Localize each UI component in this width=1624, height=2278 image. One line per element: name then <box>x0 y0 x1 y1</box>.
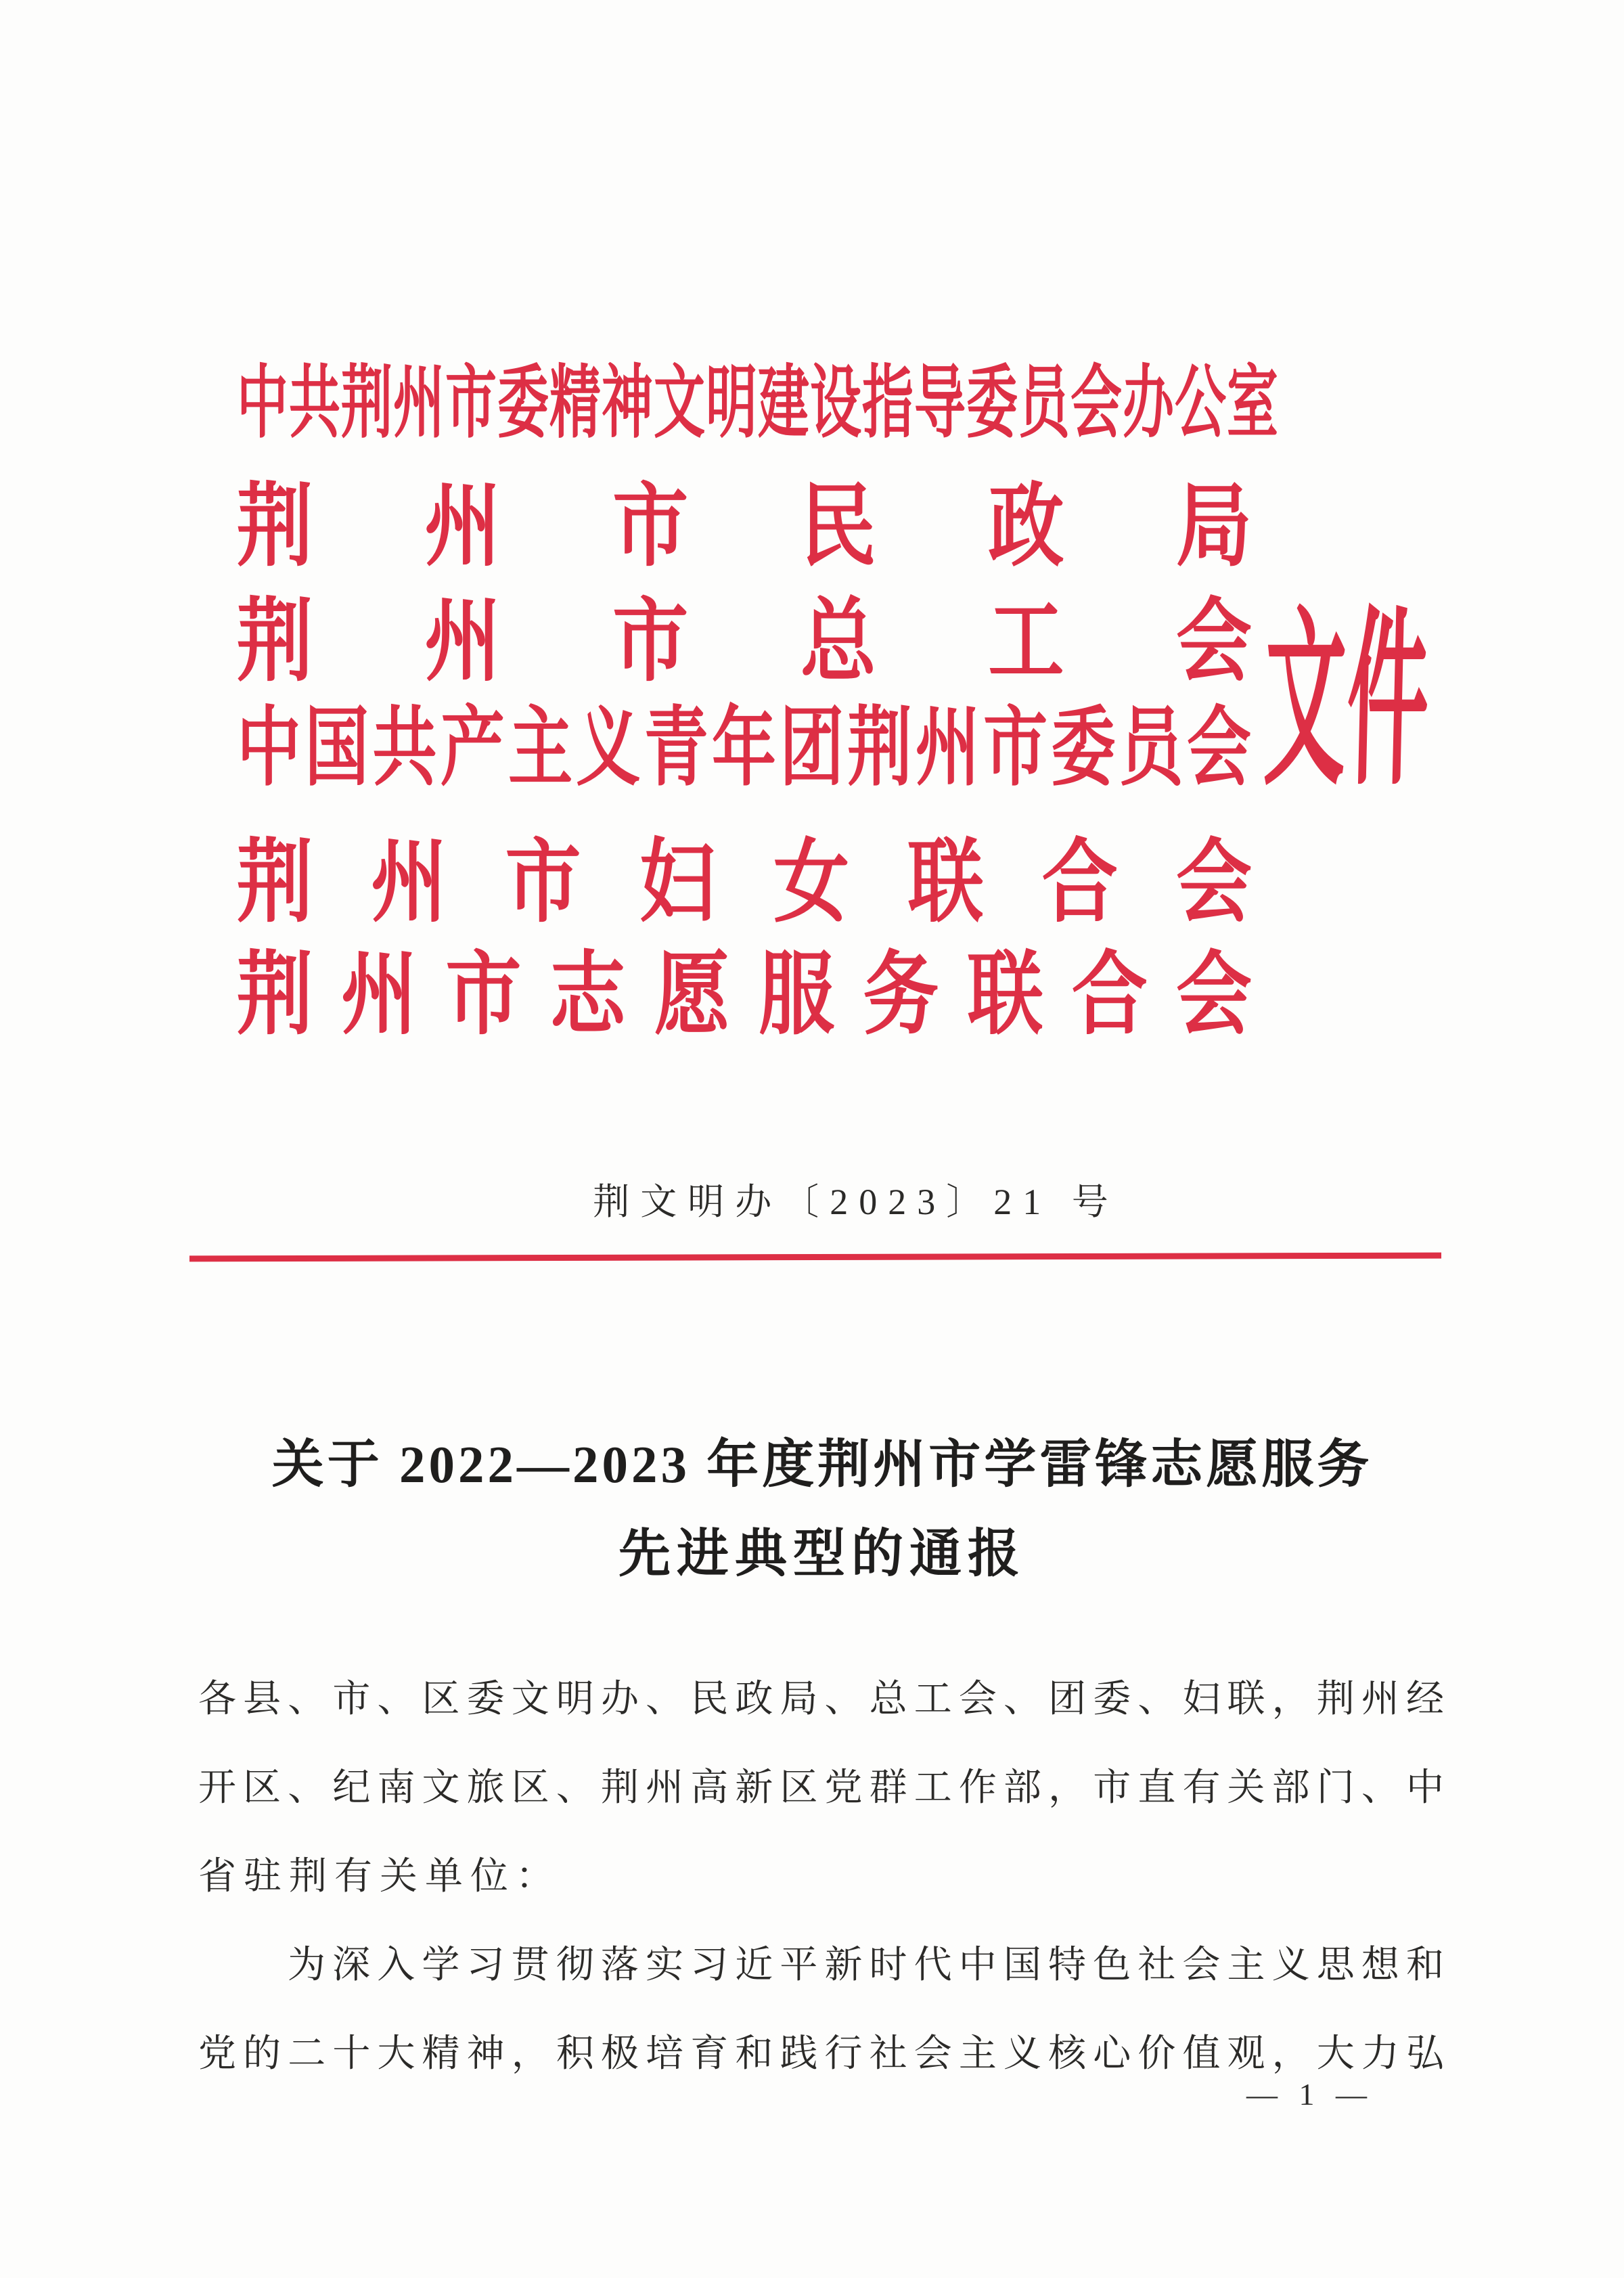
doc-type-label: 文件 <box>1262 596 1433 808</box>
body-line-2: 开区、纪南文旅区、荆州高新区党群工作部，市直有关部门、中 <box>198 1767 1448 1809</box>
body-line-4: 为深入学习贯彻落实习近平新时代中国特色社会主义思想和 <box>288 1944 1448 1986</box>
letterhead-org-line-5: 荆州市妇女联合会 <box>237 832 1252 934</box>
letterhead-org-line-4: 中国共产主义青年团荆州市委员会 <box>237 699 1252 797</box>
body-line-5: 党的二十大精神，积极培育和践行社会主义核心价值观，大力弘 <box>198 2033 1448 2075</box>
doc-title-line-1: 关于 2022—2023 年度荆州市学雷锋志愿服务 <box>271 1435 1373 1494</box>
red-separator-rule <box>189 1253 1441 1262</box>
body-line-1: 各县、市、区委文明办、民政局、总工会、团委、妇联，荆州经 <box>198 1678 1448 1720</box>
letterhead-org-line-2: 荆州市民政局 <box>237 476 1252 578</box>
letterhead-org-line-3: 荆州市总工会 <box>237 591 1252 693</box>
doc-title-line-2: 先进典型的通报 <box>618 1525 1026 1583</box>
page-number: — 1 — <box>1246 2077 1374 2112</box>
body-text <box>198 1680 1448 2124</box>
letterhead-org-line-1: 中共荆州市委精神文明建设指导委员会办公室 <box>237 359 1279 448</box>
body-line-3: 省驻荆有关单位： <box>198 1856 561 1898</box>
letterhead-org-line-6: 荆州市志愿服务联合会 <box>237 945 1252 1046</box>
doc-number: 荆文明办〔2023〕21 号 <box>593 1182 1119 1222</box>
